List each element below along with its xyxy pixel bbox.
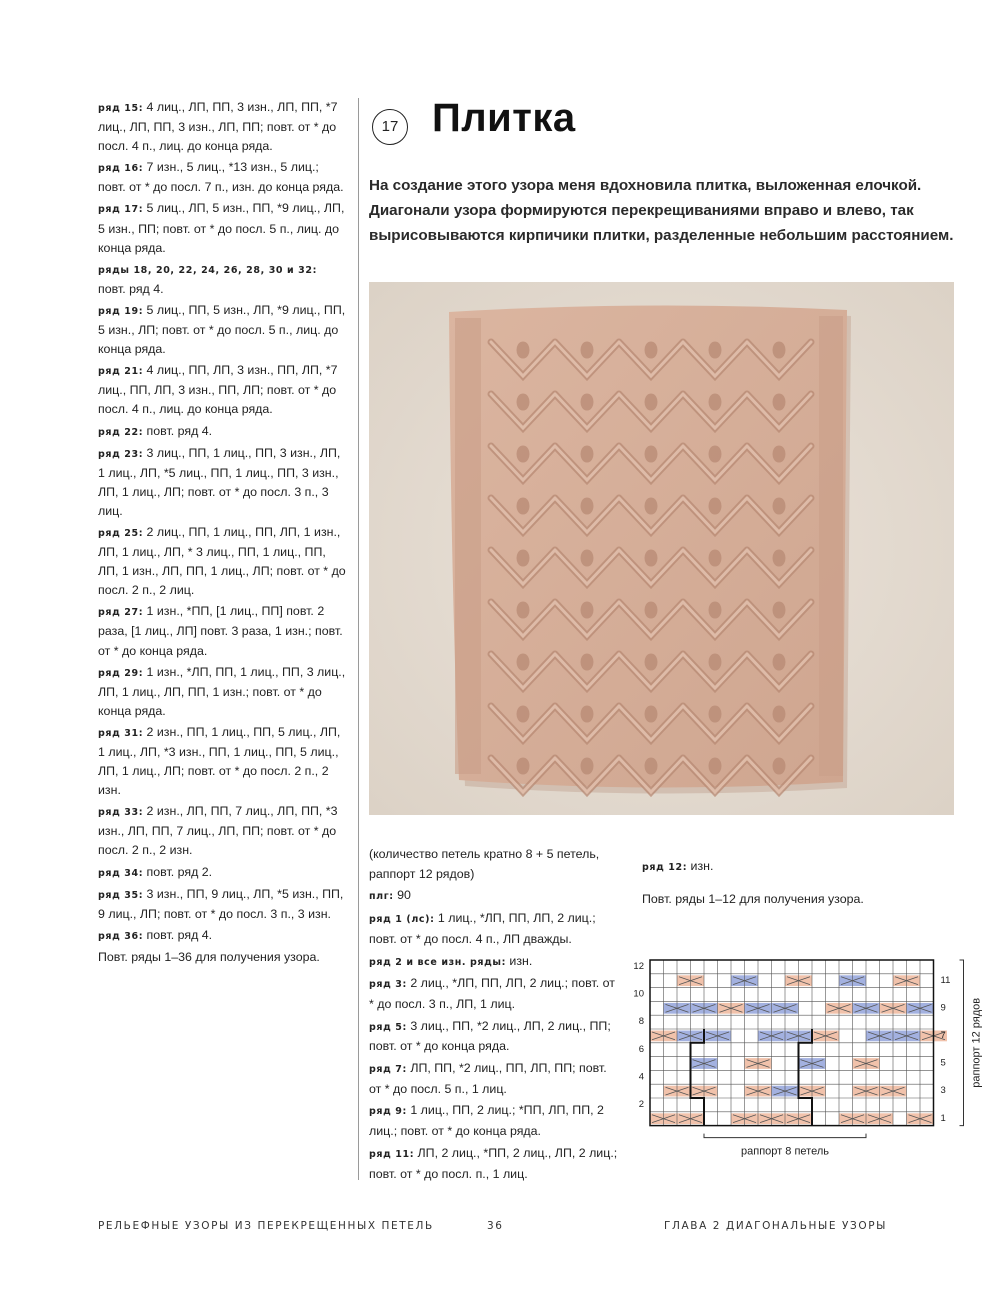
row-label: ряд 34: <box>98 867 144 879</box>
instruction-paragraph <box>98 926 346 946</box>
instruction-paragraph <box>98 523 346 600</box>
row-text: ЛП, ПП, *2 лиц., ПП, ЛП, ПП; повт. от * до посл. 5 п., 1 лиц. <box>369 1061 607 1096</box>
footer-left: РЕЛЬЕФНЫЕ УЗОРЫ ИЗ ПЕРЕКРЕЩЕННЫХ ПЕТЕЛЬ <box>98 1220 434 1232</box>
eyelet-hole <box>584 657 590 667</box>
pattern-number: 17 <box>372 109 408 145</box>
row-label: ряд 19: <box>98 305 144 317</box>
eyelet-hole <box>648 657 654 667</box>
left-instructions <box>98 98 346 969</box>
row-text: 4 лиц., ЛП, ПП, 3 изн., ЛП, ПП, *7 лиц., ЛП, ПП, 3 изн., ЛП, ПП; повт. от * до посл. 4 п., лиц. до конца ряда. <box>98 100 338 154</box>
row-label: ряд 22: <box>98 426 144 438</box>
eyelet-hole <box>648 605 654 615</box>
row-label: ряд 11: <box>369 1148 415 1160</box>
row-text: повт. ряд 4. <box>143 927 213 942</box>
eyelet-hole <box>648 709 654 719</box>
row-text: повт. ряд 4. <box>98 281 164 296</box>
row-text: 5 лиц., ПП, 5 изн., ЛП, *9 лиц., ПП, 5 изн., ЛП; повт. от * до посл. 5 п., лиц. до конца ряда. <box>98 302 346 357</box>
eyelet-hole <box>776 501 782 511</box>
eyelet-hole <box>776 605 782 615</box>
row-label: плг: <box>369 891 394 903</box>
row-text: 2 изн., ПП, 1 лиц., ПП, 5 лиц., ЛП, 1 лиц., ЛП, *3 изн., ПП, 1 лиц., ПП, 5 лиц., ЛП, 1 лиц., ЛП; повт. от * до посл. 2 п., 2 изн. <box>98 724 341 798</box>
eyelet-hole <box>520 605 526 615</box>
row-text: 1 лиц., ПП, 2 лиц.; *ПП, ЛП, ПП, 2 лиц.; повт. от * до конца ряда. <box>369 1103 604 1139</box>
eyelet-hole <box>776 397 782 407</box>
instruction-paragraph <box>98 98 346 156</box>
pattern-intro: На создание этого узора меня вдохновила плитка, выложенная елочкой. Диагонали узора формируются перекрещиваниями вправо и влево, так вырисовываются кирпичики плитки, разделенные небольшим расстоянием. <box>369 177 954 245</box>
row-label: ряд 17: <box>98 204 144 216</box>
row-text: 5 лиц., ЛП, 5 изн., ПП, *9 лиц., ЛП, 5 изн., ПП; повт. от * до посл. 5 п., лиц. до конца ряда. <box>98 201 345 255</box>
repeat-height-label: раппорт 12 рядов <box>970 997 983 1088</box>
eyelet-hole <box>584 501 590 511</box>
eyelet-hole <box>776 553 782 563</box>
eyelet-hole <box>712 449 718 459</box>
row-text: изн. <box>505 953 533 968</box>
knit-swatch-image <box>369 282 954 815</box>
instruction-paragraph <box>98 444 346 521</box>
eyelet-hole <box>520 761 526 771</box>
instruction-paragraph <box>98 863 346 883</box>
eyelet-hole <box>712 397 718 407</box>
row-text: Повт. ряды 1–12 для получения узора. <box>642 892 864 907</box>
eyelet-hole <box>520 345 526 355</box>
eyelet-hole <box>712 345 718 355</box>
knit-swatch-photo <box>369 282 954 815</box>
instruction-paragraph <box>369 909 621 949</box>
instruction-paragraph <box>98 802 346 860</box>
row-text: (количество петель кратно 8 + 5 петель, раппорт 12 рядов) <box>369 847 600 881</box>
eyelet-hole <box>584 761 590 771</box>
instruction-paragraph <box>642 857 942 878</box>
row-text: 3 изн., ПП, 9 лиц., ЛП, *5 изн., ПП, 9 лиц., ЛП; повт. от * до посл. 3 п., 3 изн. <box>98 886 344 921</box>
eyelet-hole <box>584 345 590 355</box>
row-label: ряд 5: <box>369 1021 407 1033</box>
row-label: ряд 31: <box>98 727 144 739</box>
eyelet-hole <box>584 397 590 407</box>
row-number-right: 11 <box>940 974 951 986</box>
row-number-left: 10 <box>633 988 644 1000</box>
eyelet-hole <box>584 553 590 563</box>
row-label: ряд 16: <box>98 163 144 175</box>
eyelet-hole <box>584 709 590 719</box>
bottom-instructions <box>369 845 621 1186</box>
instruction-paragraph <box>369 1059 621 1099</box>
row-text: Повт. ряды 1–36 для получения узора. <box>98 949 320 964</box>
eyelet-hole <box>648 553 654 563</box>
footer-right: ГЛАВА 2 ДИАГОНАЛЬНЫЕ УЗОРЫ <box>664 1220 888 1232</box>
eyelet-hole <box>776 449 782 459</box>
row-number-left: 8 <box>638 1016 644 1028</box>
row-label: ряд 12: <box>642 862 688 874</box>
instruction-paragraph <box>642 890 942 910</box>
row-label: ряд 7: <box>369 1064 407 1076</box>
eyelet-hole <box>648 761 654 771</box>
repeat-height-bracket <box>960 960 964 1126</box>
row-text: 2 лиц., ПП, 1 лиц., ПП, ЛП, 1 изн., ЛП, 1 лиц., ЛП, * 3 лиц., ПП, 1 лиц., ПП, ЛП, 1 изн., ЛП, ПП, 1 лиц., ЛП; повт. от * до посл. 2 п., 2 лиц. <box>98 524 346 598</box>
row-number-right: 5 <box>940 1057 946 1069</box>
eyelet-hole <box>584 449 590 459</box>
eyelet-hole <box>520 449 526 459</box>
row-label: ряды 18, 20, 22, 24, 26, 28, 30 и 32: <box>98 264 317 276</box>
row-number-left: 6 <box>638 1043 644 1055</box>
row-label: ряд 9: <box>369 1106 407 1118</box>
row-label: ряд 1 (лс): <box>369 914 435 926</box>
row-text: 1 изн., *ЛП, ПП, 1 лиц., ПП, 3 лиц., ЛП, 1 лиц., ЛП, ПП, 1 изн.; повт. от * до конца ряда. <box>98 664 346 718</box>
instruction-paragraph <box>369 1101 621 1141</box>
eyelet-hole <box>712 709 718 719</box>
row-label: ряд 2 и все изн. ряды: <box>369 956 506 968</box>
row-number-left: 12 <box>633 961 644 972</box>
repeat-width-bracket <box>704 1134 866 1138</box>
eyelet-hole <box>712 605 718 615</box>
instruction-paragraph <box>98 948 346 967</box>
instruction-paragraph <box>98 199 346 257</box>
row-text: изн. <box>687 859 714 874</box>
right-note <box>642 845 942 923</box>
instruction-paragraph <box>98 301 346 359</box>
row-text: 3 лиц., ПП, *2 лиц., ЛП, 2 лиц., ПП; повт. от * до конца ряда. <box>369 1018 611 1054</box>
eyelet-hole <box>648 449 654 459</box>
row-label: ряд 29: <box>98 667 144 679</box>
row-label: ряд 33: <box>98 807 144 819</box>
knitting-chart <box>620 950 983 1168</box>
eyelet-hole <box>648 345 654 355</box>
row-label: ряд 35: <box>98 889 144 901</box>
row-text: ЛП, 2 лиц., *ПП, 2 лиц., ЛП, 2 лиц.; повт. от * до посл. п., 1 лиц. <box>369 1145 618 1181</box>
row-text: 7 изн., 5 лиц., *13 изн., 5 лиц.; повт. от * до посл. 7 п., изн. до конца ряда. <box>98 160 344 195</box>
instruction-paragraph <box>98 723 346 800</box>
eyelet-hole <box>520 501 526 511</box>
instruction-paragraph <box>98 260 346 299</box>
eyelet-hole <box>712 761 718 771</box>
row-text: 1 лиц., *ЛП, ПП, ЛП, 2 лиц.; повт. от * до посл. 4 п., ЛП дважды. <box>369 911 596 946</box>
row-text: 2 лиц., *ЛП, ПП, ЛП, 2 лиц.; повт. от * до посл. 3 п., ЛП, 1 лиц. <box>369 976 615 1011</box>
row-label: ряд 3: <box>369 979 407 991</box>
eyelet-hole <box>776 709 782 719</box>
eyelet-hole <box>712 657 718 667</box>
instruction-paragraph <box>98 885 346 924</box>
eyelet-hole <box>584 605 590 615</box>
instruction-paragraph <box>98 422 346 442</box>
eyelet-hole <box>776 657 782 667</box>
eyelet-hole <box>520 709 526 719</box>
instruction-paragraph <box>98 663 346 721</box>
instruction-paragraph <box>369 974 621 1014</box>
row-label: ряд 15: <box>98 103 144 114</box>
instruction-paragraph <box>98 602 346 660</box>
repeat-width-label: раппорт 8 петель <box>741 1145 829 1158</box>
page-number: 36 <box>487 1220 504 1232</box>
instruction-paragraph <box>369 1017 621 1057</box>
row-number-right: 3 <box>940 1085 946 1097</box>
instruction-paragraph <box>369 952 621 973</box>
row-number-right: 1 <box>940 1112 946 1124</box>
row-text: 2 изн., ЛП, ПП, 7 лиц., ЛП, ПП, *3 изн., ЛП, ПП, 7 лиц., ЛП, ПП; повт. от * до посл. 2 п., 2 изн. <box>98 804 338 858</box>
eyelet-hole <box>648 501 654 511</box>
eyelet-hole <box>520 657 526 667</box>
row-number-left: 2 <box>638 1099 644 1110</box>
row-number-right: 7 <box>940 1030 946 1041</box>
eyelet-hole <box>712 553 718 563</box>
row-label: ряд 21: <box>98 366 144 378</box>
row-number-right: 9 <box>940 1002 946 1014</box>
instruction-paragraph <box>369 1144 621 1184</box>
row-number-left: 4 <box>638 1071 644 1083</box>
eyelet-hole <box>648 397 654 407</box>
eyelet-hole <box>712 501 718 511</box>
eyelet-hole <box>776 345 782 355</box>
instruction-paragraph <box>369 845 621 884</box>
instruction-paragraph <box>98 158 346 197</box>
row-text: 3 лиц., ПП, 1 лиц., ПП, 3 изн., ЛП, 1 лиц., ЛП, *5 лиц., ПП, 1 лиц., ПП, 3 изн., ЛП, 1 лиц., ЛП; повт. от * до посл. 3 п., 3 лиц. <box>98 445 341 518</box>
row-text: повт. ряд 4. <box>143 423 213 438</box>
eyelet-hole <box>520 397 526 407</box>
row-label: ряд 36: <box>98 930 144 942</box>
instruction-paragraph <box>369 886 621 907</box>
row-label: ряд 27: <box>98 607 144 619</box>
row-text: 90 <box>393 888 411 903</box>
row-text: 1 изн., *ПП, [1 лиц., ПП] повт. 2 раза, [1 лиц., ЛП] повт. 3 раза, 1 изн.; повт. от * до конца ряда. <box>98 604 343 658</box>
eyelet-hole <box>520 553 526 563</box>
eyelet-hole <box>776 761 782 771</box>
instruction-paragraph <box>98 361 346 419</box>
column-divider <box>358 98 359 1180</box>
row-label: ряд 23: <box>98 448 144 460</box>
row-text: 4 лиц., ПП, ЛП, 3 изн., ПП, ЛП, *7 лиц., ПП, ЛП, 3 изн., ПП, ЛП; повт. от * до посл. 4 п., лиц. до конца ряда. <box>98 363 338 417</box>
pattern-title: Плитка <box>432 96 576 140</box>
row-label: ряд 25: <box>98 527 144 539</box>
row-text: повт. ряд 2. <box>143 864 213 879</box>
